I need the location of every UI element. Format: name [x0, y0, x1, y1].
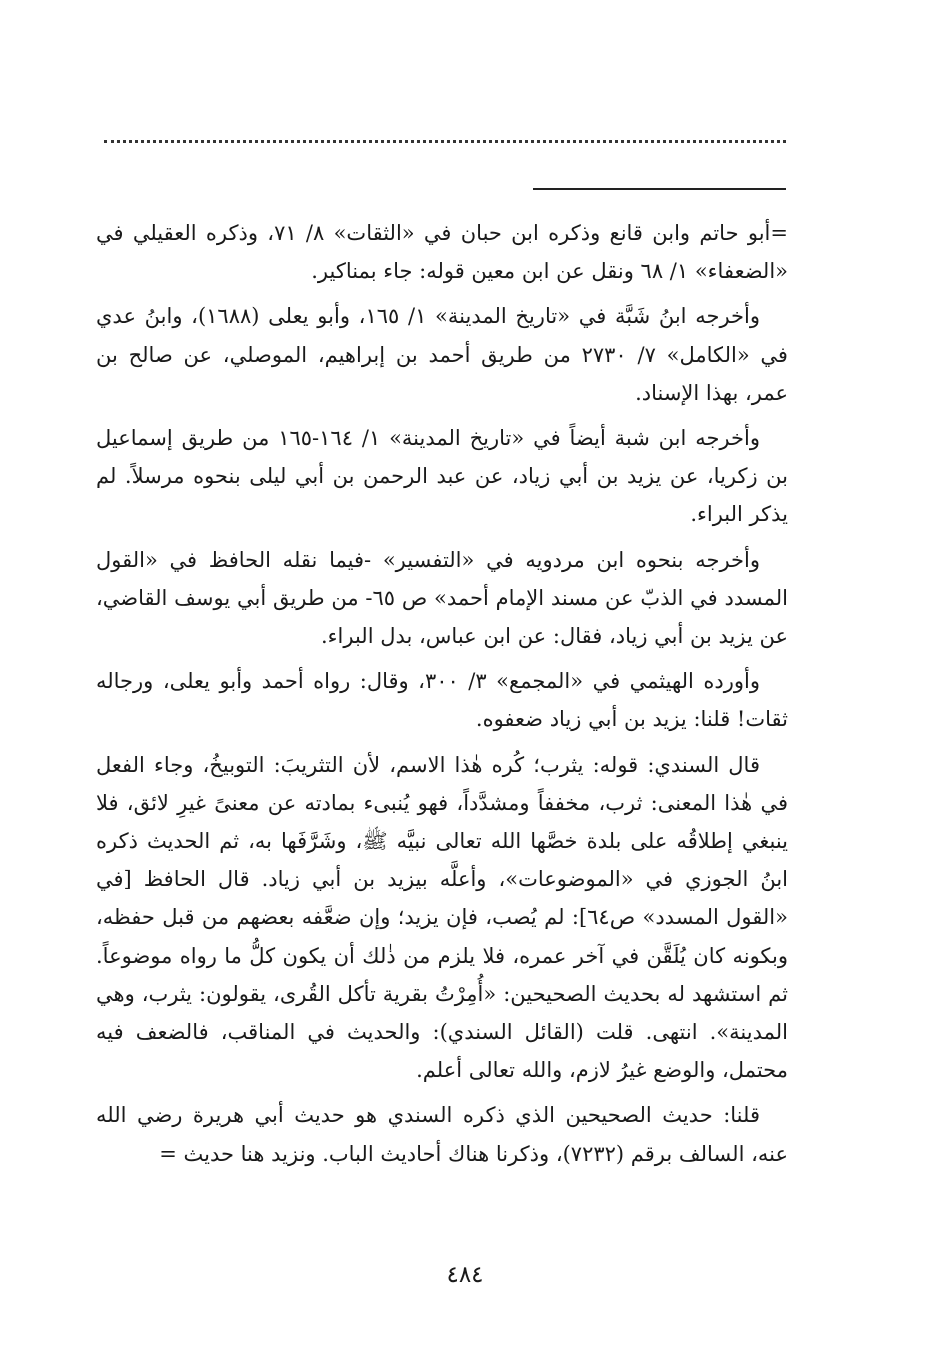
dotted-separator — [104, 140, 786, 143]
footnote-text — [96, 214, 788, 1180]
paragraph-7: قلنا: حديث الصحيحين الذي ذكره السندي هو حديث أبي هريرة رضي الله عنه، السالف برقم (٧٢٣٢)، وذكرنا هناك أحاديث الباب. ونزيد هنا حديث = — [96, 1103, 788, 1166]
paragraph-5: وأورده الهيثمي في «المجمع» ٣/ ٣٠٠، وقال: رواه أحمد وأبو يعلى، ورجاله ثقات! قلنا: يزيد بن أبي زياد ضعفوه. — [96, 669, 788, 732]
page-number: ٤٨٤ — [446, 1262, 484, 1288]
paragraph-6: قال السندي: قوله: يثرب؛ كُره هٰذا الاسم، لأن التثريبَ: التوبيخُ، وجاء الفعل في هٰذا المعنى: ثرب، مخففاً ومشدَّداً، فهو يُنبىء بمادته عن معنىً غيرِ لائق، فلا ينبغي إطلاقُه على بلدة خصَّها الله تعالى نبيَّه ﷺ، وشَرَّفَها به، ثم الحديث ذكره ابنُ الجوزي في «الموضوعات»، وأعلَّه بيزيد بن أبي زياد. قال الحافظ [في «القول المسدد» ص٦٤]: لم يُصب، فإن يزيد؛ وإن ضعَّفه بعضهم من قبل حفظه، وبكونه كان يُلَقَّن في آخر عمره، فلا يلزم من ذٰلك أن يكون كلُّ ما رواه موضوعاً. ثم استشهد له بحديث الصحيحين: «أُمِرْتُ بقرية تأكل القُرى، يقولون: يثرب، وهي المدينة». انتهى. قلت (القائل السندي): والحديث في المناقب، فالضعف فيه محتمل، والوضع غيرُ لازم، والله تعالى أعلم. — [96, 752, 788, 1083]
paragraph-1: =أبو حاتم وابن قانع وذكره ابن حبان في «الثقات» ٨/ ٧١، وذكره العقيلي في «الضعفاء» ١/ ٦٨ ونقل عن ابن معين قوله: جاء بمناكير. — [96, 221, 788, 284]
paragraph-2: وأخرجه ابنُ شَبَّة في «تاريخ المدينة» ١/ ١٦٥، وأبو يعلى (١٦٨٨)، وابنُ عدي في «الكامل» ٧/ ٢٧٣٠ من طريق أحمد بن إبراهيم، الموصلي، عن صالح بن عمر، بهذا الإسناد. — [96, 304, 788, 405]
paragraph-3: وأخرجه ابن شبة أيضاً في «تاريخ المدينة» ١/ ١٦٤-١٦٥ من طريق إسماعيل بن زكريا، عن يزيد بن أبي زياد، عن عبد الرحمن بن أبي ليلى بنحوه مرسلاً. لم يذكر البراء. — [96, 426, 788, 527]
footnote-rule — [533, 188, 786, 190]
paragraph-4: وأخرجه بنحوه ابن مردويه في «التفسير» -فيما نقله الحافظ في «القول المسدد في الذبّ عن مسند الإمام أحمد» ص ٦٥- من طريق أبي يوسف القاضي، عن يزيد بن أبي زياد، فقال: عن ابن عباس، بدل البراء. — [96, 547, 788, 649]
